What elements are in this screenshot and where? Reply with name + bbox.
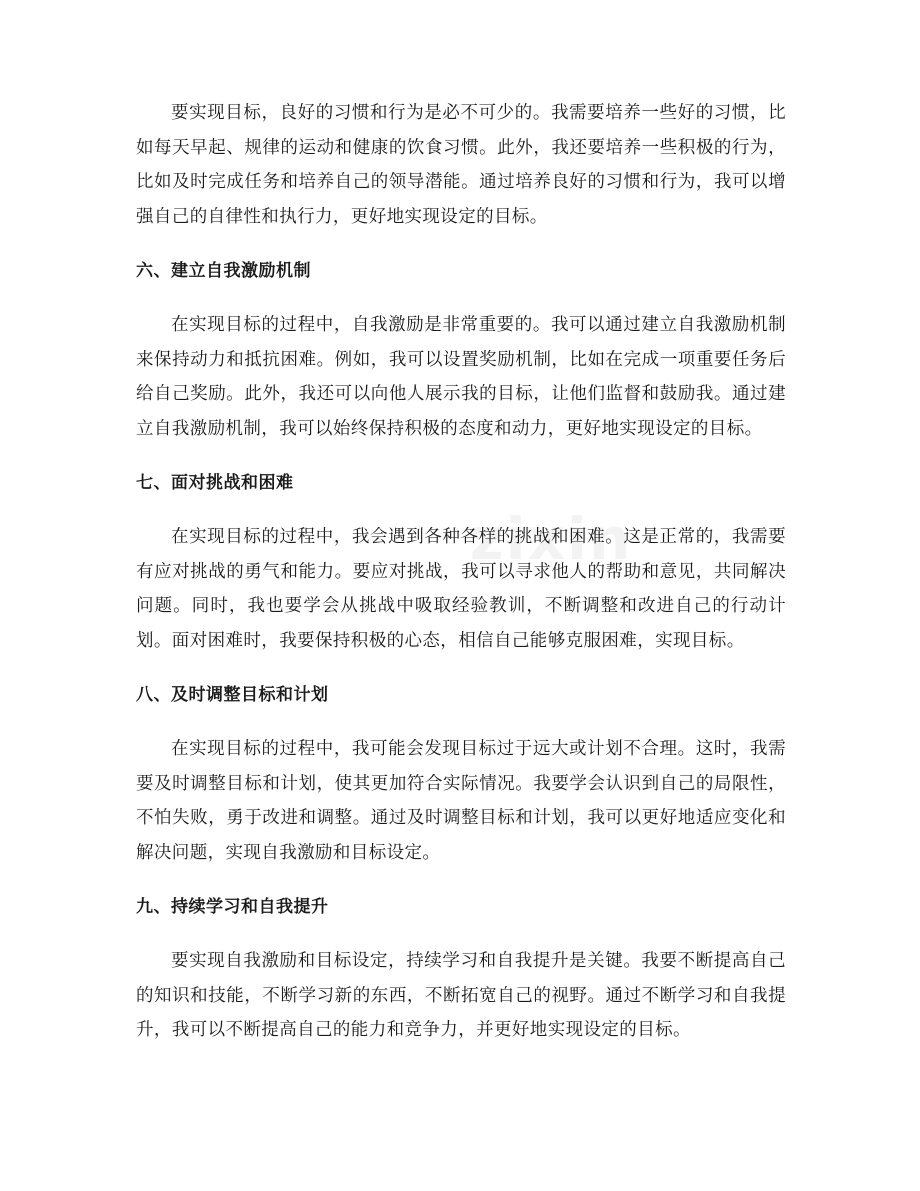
section-heading-8: 八、及时调整目标和计划 xyxy=(136,685,329,705)
section-heading-7: 七、面对挑战和困难 xyxy=(136,473,294,493)
section-heading-9: 九、持续学习和自我提升 xyxy=(136,897,329,917)
document-page xyxy=(136,96,786,1048)
intro-paragraph: 要实现目标，良好的习惯和行为是必不可少的。我需要培养一些好的习惯，比如每天早起、规律的运动和健康的饮食习惯。此外，我还要培养一些积极的行为，比如及时完成任务和培养自己的领导潜能。通过培养良好的习惯和行为，我可以增强自己的自律性和执行力，更好地实现设定的目标。 xyxy=(136,103,786,227)
section-body-9: 要实现自我激励和目标设定，持续学习和自我提升是关键。我要不断提高自己的知识和技能，不断学习新的东西，不断拓宽自己的视野。通过不断学习和自我提升，我可以不断提高自己的能力和竞争力，并更好地实现设定的目标。 xyxy=(136,951,786,1040)
watermark: zixin xyxy=(470,505,633,573)
section-body-6: 在实现目标的过程中，自我激励是非常重要的。我可以通过建立自我激励机制来保持动力和抵抗困难。例如，我可以设置奖励机制，比如在完成一项重要任务后给自己奖励。此外，我还可以向他人展示我的目标，让他们监督和鼓励我。通过建立自我激励机制，我可以始终保持积极的态度和动力，更好地实现设定的目标。 xyxy=(136,315,786,439)
section-body-8: 在实现目标的过程中，我可能会发现目标过于远大或计划不合理。这时，我需要及时调整目标和计划，使其更加符合实际情况。我要学会认识到自己的局限性，不怕失败，勇于改进和调整。通过及时调整目标和计划，我可以更好地适应变化和解决问题，实现自我激励和目标设定。 xyxy=(136,739,786,863)
section-body-7: 在实现目标的过程中，我会遇到各种各样的挑战和困难。这是正常的，我需要有应对挑战的勇气和能力。要应对挑战，我可以寻求他人的帮助和意见，共同解决问题。同时，我也要学会从挑战中吸取经验教训，不断调整和改进自己的行动计划。面对困难时，我要保持积极的心态，相信自己能够克服困难，实现目标。 xyxy=(136,527,786,651)
section-heading-6: 六、建立自我激励机制 xyxy=(136,261,311,281)
